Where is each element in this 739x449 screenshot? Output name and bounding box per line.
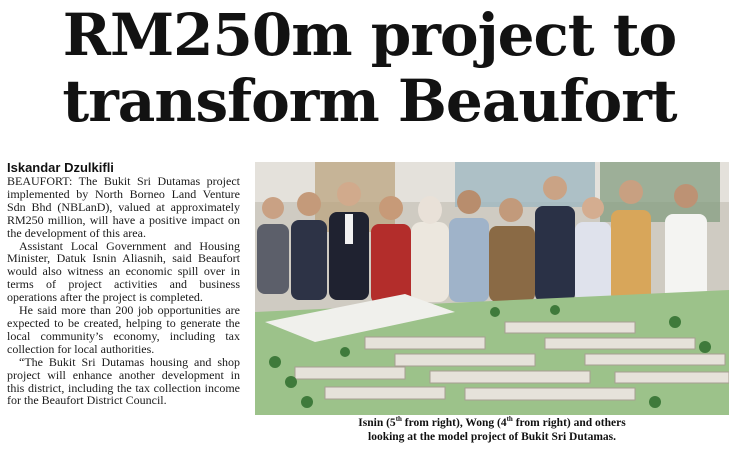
caption-line-2: looking at the model project of Bukit Sri Dutamas. — [368, 430, 616, 443]
caption-part-2: from right), Wong (4 — [401, 417, 507, 429]
caption-sup-2: th — [506, 415, 513, 424]
article-body — [7, 175, 240, 407]
caption-part-3: from right) and others — [512, 417, 626, 429]
byline: Iskandar Dzulkifli — [7, 160, 114, 175]
article-paragraph-2: Assistant Local Government and Housing Minister, Datuk Isnin Aliasnih, said Beaufort would also witness an economic spill over in terms of project activities and business operations after the project is completed. — [7, 238, 240, 305]
article-paragraph-1: BEAUFORT: The Bukit Sri Dutamas project implemented by North Borneo Land Venture Sdn Bhd (NBLanD), valued at approximately RM250 million, will have a positive impact on the development of this area. — [7, 174, 240, 240]
article-paragraph-4: “The Bukit Sri Dutamas housing and shop project will enhance another development in this district, including the tax collection income for the Beaufort District Council. — [7, 354, 240, 408]
news-photo — [255, 162, 729, 415]
caption-sup-1: th — [395, 415, 402, 424]
headline — [0, 2, 739, 134]
photo-caption — [255, 417, 729, 444]
article-paragraph-3: He said more than 200 job opportunities are expected to be created, helping to generate the local community’s economy, including tax collection for local authorities. — [7, 303, 240, 356]
caption-part-1: Isnin (5 — [358, 417, 396, 429]
group-photo-with-model-housing-project-icon — [255, 162, 729, 415]
headline-line-2: transform Beaufort — [62, 67, 677, 135]
headline-line-1: RM250m project to — [62, 1, 677, 69]
